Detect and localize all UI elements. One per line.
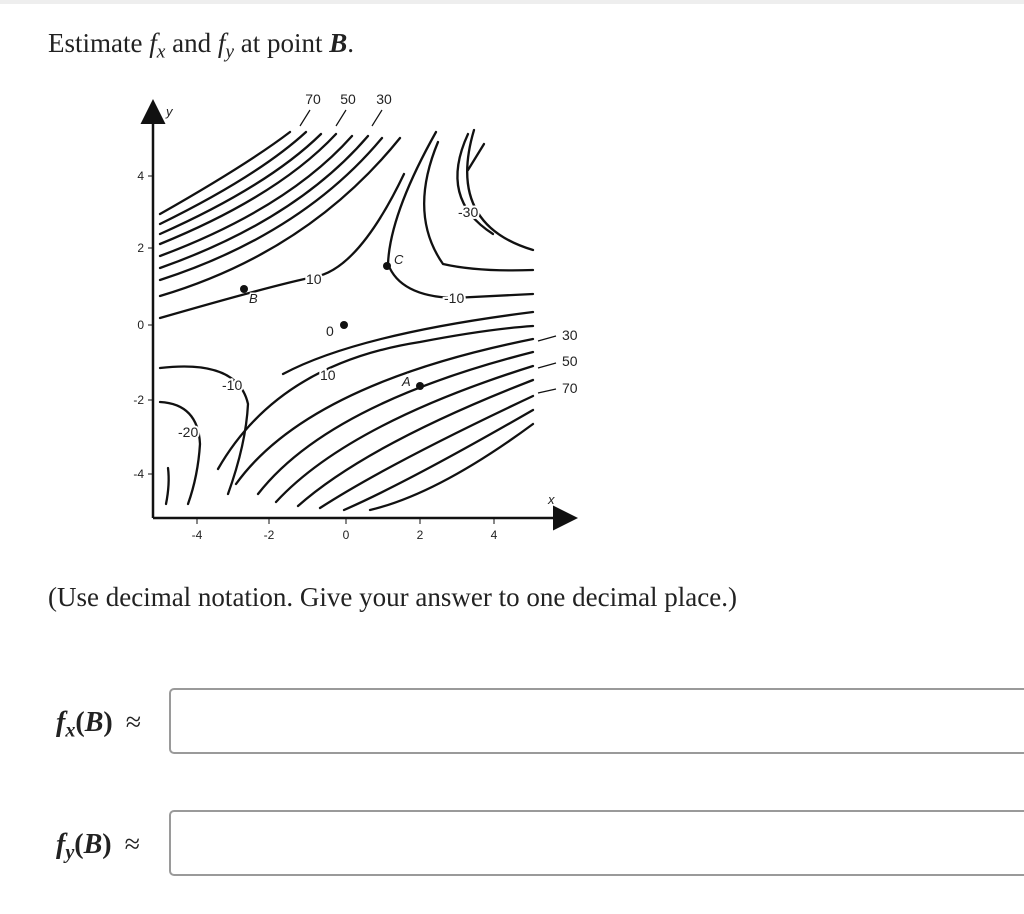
y-ticks (133, 169, 153, 481)
fy-label: $f_y(B)$ ≈ (56, 829, 140, 864)
x-tick-label: -4 (191, 528, 203, 542)
contour-label: -30 (458, 204, 479, 220)
contour-label: 10 (306, 271, 322, 287)
x-tick-label: 4 (490, 528, 498, 542)
right-label: 30 (562, 327, 578, 343)
top-leaders (300, 110, 382, 126)
top-label: 30 (376, 91, 392, 107)
point-a-label: A (402, 374, 411, 389)
y-tick-label: 2 (137, 241, 144, 255)
point-zero-dot (340, 321, 348, 329)
y-tick-label: 4 (137, 169, 144, 183)
right-label: 50 (562, 353, 578, 369)
contour-label: -10 (222, 377, 243, 393)
contour-map (108, 84, 588, 559)
x-axis-label: x (548, 492, 555, 507)
point-b-label: B (249, 291, 258, 306)
question-text: Estimate $f_x$ and $f_y$ at point B. (48, 28, 355, 63)
right-leaders (538, 336, 556, 393)
y-tick-label: 0 (137, 318, 144, 332)
x-tick-label: 2 (416, 528, 424, 542)
top-label: 50 (340, 91, 356, 107)
point-a-dot (416, 382, 424, 390)
right-label: 70 (562, 380, 578, 396)
contour-label: -20 (178, 424, 199, 440)
contour-lines (160, 130, 533, 510)
answer-row-fx (0, 688, 1024, 758)
y-axis-label: y (166, 104, 173, 119)
fy-answer-input[interactable] (169, 810, 1024, 876)
y-tick-label: -4 (133, 467, 144, 481)
point-c-label: C (394, 252, 404, 267)
fx-label: $f_x(B)$ ≈ (56, 707, 142, 742)
point-c-dot (383, 262, 391, 270)
contour-label: 10 (320, 367, 336, 383)
instruction-text: (Use decimal notation. Give your answer to one decimal place.) (48, 582, 738, 612)
y-tick-label: -2 (133, 393, 144, 407)
top-label: 70 (305, 91, 321, 107)
answer-row-fy (0, 810, 1024, 880)
fx-answer-input[interactable] (169, 688, 1024, 754)
contour-label: -10 (444, 290, 465, 306)
x-tick-label: 0 (342, 528, 350, 542)
x-tick-label: -2 (263, 528, 275, 542)
x-ticks (192, 518, 498, 542)
contour-label: 0 (326, 323, 334, 339)
point-b-dot (240, 285, 248, 293)
top-divider (0, 0, 1024, 4)
